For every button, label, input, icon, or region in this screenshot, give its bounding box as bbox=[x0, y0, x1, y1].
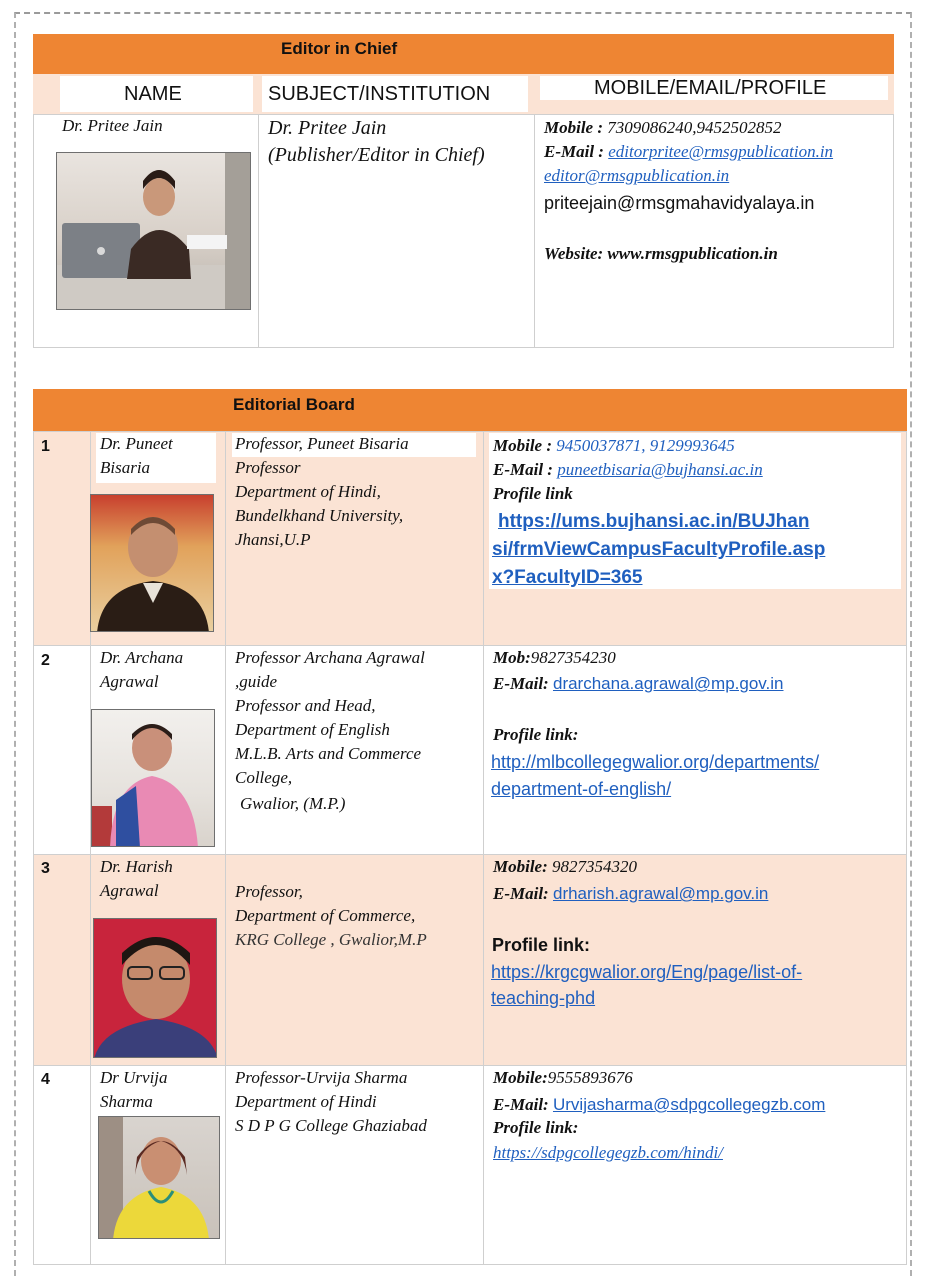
board-row-1-num-cell bbox=[33, 431, 91, 646]
board-row-4-subject-3: S D P G College Ghaziabad bbox=[235, 1116, 427, 1135]
eic-email-link-2[interactable]: editor@rmsgpublication.in bbox=[544, 166, 730, 185]
board-row-4-mobile-value: 9555893676 bbox=[547, 1068, 633, 1087]
eic-email bbox=[544, 140, 833, 164]
board-row-1-number: 1 bbox=[41, 438, 50, 455]
board-row-4-email bbox=[493, 1093, 825, 1117]
board-row-3-photo bbox=[93, 918, 217, 1058]
board-row-2-profile-link-1[interactable]: http://mlbcollegegwalior.org/departments/ bbox=[491, 752, 820, 772]
board-row-4-profile-label: Profile link: bbox=[493, 1118, 579, 1137]
board-row-1-mobile-value: 9450037871, 9129993645 bbox=[556, 436, 735, 455]
board-row-2-profile-label: Profile link: bbox=[493, 725, 579, 744]
board-row-3-num-cell bbox=[33, 854, 91, 1066]
board-row-2-subject-6: College, bbox=[235, 768, 293, 787]
eic-mobile-label: Mobile : bbox=[544, 118, 604, 137]
board-row-3-mobile-label: Mobile: bbox=[493, 857, 548, 876]
board-row-3-profile-label: Profile link: bbox=[492, 935, 591, 955]
board-row-4-profile-link[interactable]: https://sdpgcollegegzb.com/hindi/ bbox=[493, 1143, 723, 1162]
board-row-1-email bbox=[493, 458, 763, 482]
board-row-3-email-label: E-Mail: bbox=[493, 884, 549, 903]
board-row-1-profile-link-line-3[interactable]: x?FacultyID=365 bbox=[492, 567, 643, 588]
board-row-1-email-link[interactable]: puneetbisaria@bujhansi.ac.in bbox=[557, 460, 763, 479]
col-header-name: NAME bbox=[124, 83, 182, 105]
col-header-subject: SUBJECT/INSTITUTION bbox=[268, 83, 491, 105]
board-row-3-profile-link-1[interactable]: https://krgcgwalior.org/Eng/page/list-of- bbox=[491, 962, 803, 982]
board-row-1-profile-link-line-2[interactable]: si/frmViewCampusFacultyProfile.asp bbox=[492, 539, 826, 560]
eic-photo bbox=[56, 152, 251, 310]
board-row-4-number: 4 bbox=[41, 1071, 50, 1088]
board-row-1-name-2: Bisaria bbox=[100, 458, 151, 477]
board-row-2-email-link[interactable]: drarchana.agrawal@mp.gov.in bbox=[552, 674, 784, 693]
eic-subject-line1: Dr. Pritee Jain bbox=[268, 117, 387, 139]
board-row-1-subject-3: Department of Hindi, bbox=[235, 482, 381, 501]
person-photo-icon bbox=[99, 1117, 220, 1239]
board-row-2-subject-1: Professor Archana Agrawal bbox=[235, 648, 425, 667]
eic-email-2-row bbox=[544, 164, 729, 188]
board-row-2-email-label: E-Mail: bbox=[493, 674, 549, 693]
board-row-3-name-1: Dr. Harish bbox=[100, 857, 173, 876]
person-photo-icon bbox=[92, 710, 215, 847]
board-row-3-subject-1: Professor, bbox=[235, 882, 303, 901]
eic-mobile bbox=[544, 116, 782, 140]
person-photo-icon bbox=[57, 153, 251, 310]
board-row-4-num-cell bbox=[33, 1065, 91, 1265]
board-row-4-email-label: E-Mail: bbox=[493, 1095, 549, 1114]
board-row-1-mobile bbox=[493, 434, 735, 458]
board-row-4-subject-2: Department of Hindi bbox=[235, 1092, 377, 1111]
eic-email-label: E-Mail : bbox=[544, 142, 604, 161]
board-row-2-subject-4: Department of English bbox=[235, 720, 390, 739]
board-row-2-name-2: Agrawal bbox=[100, 672, 159, 691]
editor-in-chief-header bbox=[33, 34, 894, 74]
board-row-2-mobile bbox=[493, 646, 616, 670]
board-row-4-email-link[interactable]: Urvijasharma@sdpgcollegegzb.com bbox=[552, 1095, 826, 1114]
person-photo-icon bbox=[94, 919, 217, 1058]
eic-name: Dr. Pritee Jain bbox=[62, 116, 163, 135]
eic-subject-line2: (Publisher/Editor in Chief) bbox=[268, 144, 485, 166]
board-row-2-photo bbox=[91, 709, 215, 847]
board-row-3-mobile-value: 9827354320 bbox=[552, 857, 638, 876]
eic-email-3: priteejain@rmsgmahavidyalaya.in bbox=[544, 193, 815, 213]
board-row-2-email bbox=[493, 672, 784, 696]
board-row-1-subject-5: Jhansi,U.P bbox=[235, 530, 311, 549]
board-row-1-email-label: E-Mail : bbox=[493, 460, 553, 479]
eic-website-value: www.rmsgpublication.in bbox=[607, 244, 778, 263]
board-row-3-name-2: Agrawal bbox=[100, 881, 159, 900]
board-row-3-number: 3 bbox=[41, 860, 50, 877]
board-row-1-subject-2: Professor bbox=[235, 458, 301, 477]
editorial-board-header bbox=[33, 389, 907, 431]
board-row-2-subject-7: Gwalior, (M.P.) bbox=[240, 794, 346, 813]
eic-mobile-value: 7309086240,9452502852 bbox=[607, 118, 782, 137]
board-row-2-mobile-value: 9827354230 bbox=[530, 648, 616, 667]
board-row-2-subject-3: Professor and Head, bbox=[235, 696, 376, 715]
board-row-3-subject-3: KRG College , Gwalior,M.P bbox=[235, 930, 427, 949]
board-row-3-mobile bbox=[493, 855, 637, 879]
board-row-2-profile-link-2[interactable]: department-of-english/ bbox=[491, 779, 672, 799]
board-row-1-profile-label: Profile link bbox=[493, 484, 573, 503]
board-row-1-mobile-label: Mobile : bbox=[493, 436, 553, 455]
board-row-2-name-1: Dr. Archana bbox=[100, 648, 184, 667]
board-row-2-subject-2: ,guide bbox=[235, 672, 278, 691]
board-row-1-photo bbox=[90, 494, 214, 632]
board-row-4-mobile bbox=[493, 1066, 633, 1090]
col-header-mobile: MOBILE/EMAIL/PROFILE bbox=[594, 77, 827, 99]
board-row-2-subject-5: M.L.B. Arts and Commerce bbox=[235, 744, 422, 763]
eic-website bbox=[544, 242, 778, 266]
board-row-1-name-1: Dr. Puneet bbox=[100, 434, 173, 453]
board-row-2-mobile-label: Mob: bbox=[493, 648, 531, 667]
board-row-1-subject-1: Professor, Puneet Bisaria bbox=[235, 434, 409, 453]
board-row-4-photo bbox=[98, 1116, 220, 1239]
board-row-2-num-cell bbox=[33, 645, 91, 855]
board-row-4-name-2: Sharma bbox=[100, 1092, 153, 1111]
board-row-1-profile-link[interactable] bbox=[492, 508, 902, 592]
board-row-3-subject-2: Department of Commerce, bbox=[235, 906, 416, 925]
board-row-3-email bbox=[493, 882, 768, 906]
editorial-board-title: Editorial Board bbox=[233, 395, 355, 414]
board-row-1-profile-link-line-1[interactable]: https://ums.bujhansi.ac.in/BUJhan bbox=[498, 511, 810, 532]
person-photo-icon bbox=[91, 495, 214, 632]
board-row-1-subject-4: Bundelkhand University, bbox=[235, 506, 404, 525]
board-row-4-mobile-label: Mobile: bbox=[493, 1068, 548, 1087]
eic-website-label: Website: bbox=[544, 244, 604, 263]
board-row-2-number: 2 bbox=[41, 652, 50, 669]
board-row-4-name-1: Dr Urvija bbox=[100, 1068, 168, 1087]
board-row-3-profile-link-2[interactable]: teaching-phd bbox=[491, 988, 596, 1008]
board-row-3-email-link[interactable]: drharish.agrawal@mp.gov.in bbox=[552, 884, 769, 903]
editor-in-chief-title: Editor in Chief bbox=[281, 39, 398, 58]
eic-email-link-1[interactable]: editorpritee@rmsgpublication.in bbox=[608, 142, 834, 161]
board-row-4-subject-1: Professor-Urvija Sharma bbox=[235, 1068, 408, 1087]
